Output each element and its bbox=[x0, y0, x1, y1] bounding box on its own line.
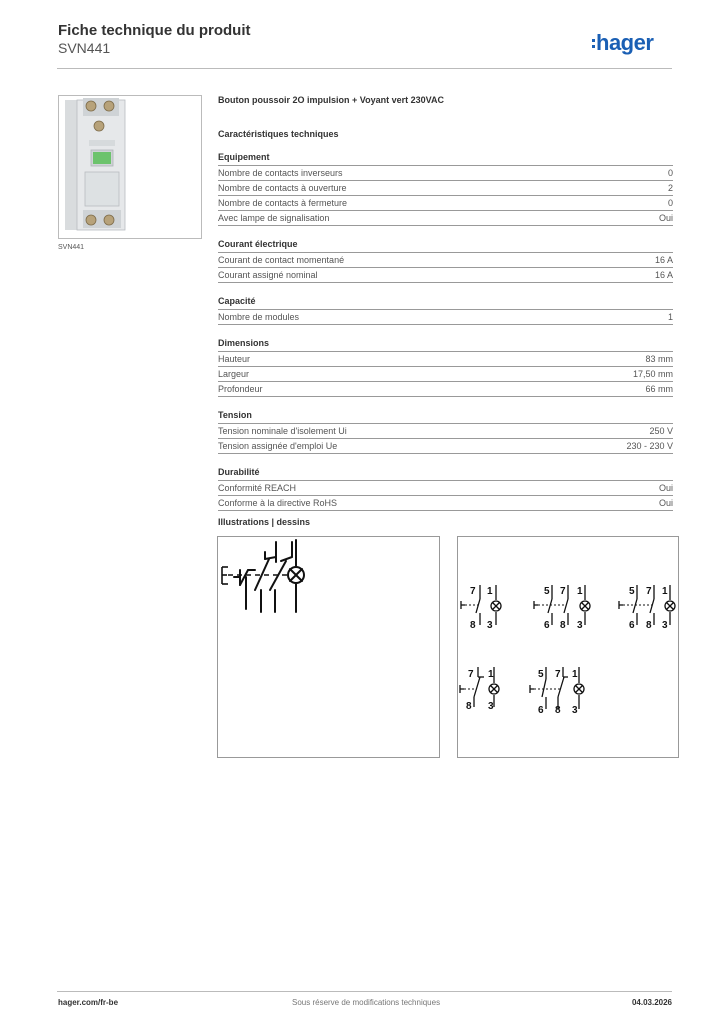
spec-label: Nombre de contacts inverseurs bbox=[218, 168, 343, 178]
terminal-label: 3 bbox=[487, 620, 493, 631]
spec-value: Oui bbox=[658, 213, 673, 223]
wiring-diagrams-icon bbox=[458, 537, 678, 757]
spec-label: Tension assignée d'emploi Ue bbox=[218, 441, 338, 451]
terminal-label: 1 bbox=[488, 669, 494, 680]
hager-logo[interactable] bbox=[592, 28, 653, 58]
pushbutton-symbol-icon bbox=[218, 537, 439, 757]
logo-text: hager bbox=[596, 30, 654, 55]
spec-row bbox=[218, 268, 673, 283]
spec-value: 0 bbox=[667, 198, 673, 208]
spec-value: 66 mm bbox=[645, 384, 673, 394]
terminal-label: 7 bbox=[560, 586, 566, 597]
footer-divider bbox=[57, 991, 672, 992]
product-reference: SVN441 bbox=[58, 40, 111, 56]
terminal-label: 7 bbox=[468, 669, 474, 680]
spec-group-capacite bbox=[218, 296, 673, 325]
spec-group-title: Equipement bbox=[218, 152, 673, 166]
specifications bbox=[218, 92, 673, 511]
terminal-label: 6 bbox=[544, 620, 550, 631]
spec-group-title: Durabilité bbox=[218, 467, 673, 481]
spec-group-dimensions bbox=[218, 338, 673, 397]
header-divider bbox=[57, 68, 672, 69]
spec-row bbox=[218, 166, 673, 181]
schematic-symbol-drawing bbox=[217, 536, 440, 758]
spec-label: Avec lampe de signalisation bbox=[218, 213, 330, 223]
specs-title: Caractéristiques techniques bbox=[218, 129, 339, 139]
spec-label: Nombre de modules bbox=[218, 312, 300, 322]
spec-value: 2 bbox=[667, 183, 673, 193]
spec-label: Conforme à la directive RoHS bbox=[218, 498, 338, 508]
wiring-diagrams bbox=[457, 536, 679, 758]
product-image bbox=[58, 95, 202, 239]
spec-group-title: Tension bbox=[218, 410, 673, 424]
spec-row bbox=[218, 424, 673, 439]
terminal-label: 8 bbox=[560, 620, 566, 631]
product-name: Bouton poussoir 2O impulsion + Voyant vert 230VAC bbox=[218, 95, 444, 105]
spec-row bbox=[218, 496, 673, 511]
spec-row bbox=[218, 439, 673, 454]
spec-row bbox=[218, 181, 673, 196]
spec-group-durabilite bbox=[218, 467, 673, 511]
terminal-label: 8 bbox=[555, 705, 561, 716]
terminal-label: 8 bbox=[466, 701, 472, 712]
spec-row bbox=[218, 352, 673, 367]
terminal-label: 8 bbox=[470, 620, 476, 631]
terminal-label: 1 bbox=[577, 586, 583, 597]
terminal-label: 1 bbox=[662, 586, 668, 597]
spec-value: 16 A bbox=[654, 255, 673, 265]
terminal-label: 7 bbox=[646, 586, 652, 597]
spec-value: 250 V bbox=[649, 426, 673, 436]
product-image-caption: SVN441 bbox=[58, 244, 85, 251]
footer-disclaimer: Sous réserve de modifications techniques bbox=[292, 998, 441, 1007]
spec-value: 16 A bbox=[654, 270, 673, 280]
terminal-label: 3 bbox=[572, 705, 578, 716]
terminal-label: 1 bbox=[572, 669, 578, 680]
spec-row bbox=[218, 196, 673, 211]
terminal-label: 7 bbox=[555, 669, 561, 680]
terminal-label: 3 bbox=[577, 620, 583, 631]
spec-value: 83 mm bbox=[645, 354, 673, 364]
spec-label: Tension nominale d'isolement Ui bbox=[218, 426, 347, 436]
spec-value: Oui bbox=[658, 498, 673, 508]
spec-label: Courant de contact momentané bbox=[218, 255, 345, 265]
spec-row bbox=[218, 253, 673, 268]
terminal-label: 5 bbox=[544, 586, 550, 597]
terminal-label: 3 bbox=[662, 620, 668, 631]
spec-group-title: Dimensions bbox=[218, 338, 673, 352]
spec-group-equipement bbox=[218, 152, 673, 226]
spec-value: Oui bbox=[658, 483, 673, 493]
spec-row bbox=[218, 211, 673, 226]
spec-row bbox=[218, 382, 673, 397]
document-title: Fiche technique du produit bbox=[58, 22, 251, 39]
spec-group-tension bbox=[218, 410, 673, 454]
spec-value: 230 - 230 V bbox=[626, 441, 673, 451]
logo-dots-icon bbox=[592, 37, 595, 49]
spec-group-title: Capacité bbox=[218, 296, 673, 310]
spec-label: Profondeur bbox=[218, 384, 263, 394]
terminal-label: 8 bbox=[646, 620, 652, 631]
terminal-label: 7 bbox=[470, 586, 476, 597]
spec-row bbox=[218, 481, 673, 496]
terminal-label: 6 bbox=[538, 705, 544, 716]
spec-label: Courant assigné nominal bbox=[218, 270, 318, 280]
footer-date: 04.03.2026 bbox=[631, 998, 672, 1007]
spec-group-title: Courant électrique bbox=[218, 239, 673, 253]
spec-value: 1 bbox=[667, 312, 673, 322]
spec-label: Nombre de contacts à ouverture bbox=[218, 183, 347, 193]
illustrations-title: Illustrations | dessins bbox=[218, 517, 311, 527]
footer-website-link[interactable]: hager.com/fr-be bbox=[58, 998, 119, 1007]
terminal-label: 3 bbox=[488, 701, 494, 712]
spec-label: Hauteur bbox=[218, 354, 251, 364]
spec-label: Largeur bbox=[218, 369, 250, 379]
spec-value: 0 bbox=[667, 168, 673, 178]
terminal-label: 5 bbox=[538, 669, 544, 680]
terminal-label: 1 bbox=[487, 586, 493, 597]
spec-row bbox=[218, 310, 673, 325]
spec-row bbox=[218, 367, 673, 382]
spec-group-courant bbox=[218, 239, 673, 283]
terminal-label: 6 bbox=[629, 620, 635, 631]
spec-value: 17,50 mm bbox=[632, 369, 673, 379]
modular-pushbutton-device-icon bbox=[59, 96, 201, 238]
terminal-label: 5 bbox=[629, 586, 635, 597]
spec-label: Conformité REACH bbox=[218, 483, 297, 493]
spec-label: Nombre de contacts à fermeture bbox=[218, 198, 348, 208]
